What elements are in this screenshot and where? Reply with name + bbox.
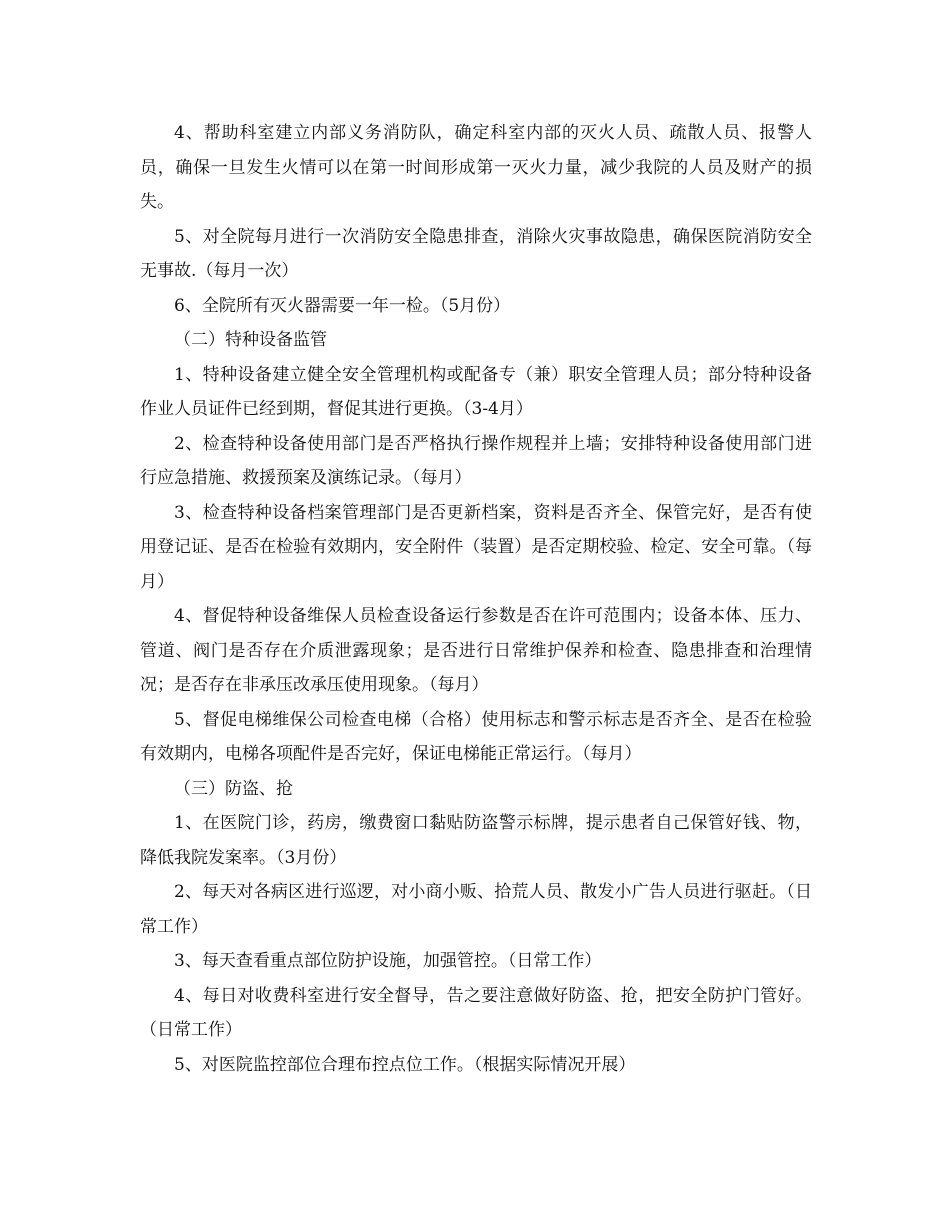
paragraph-elevator-check: 5、督促电梯维保公司检查电梯（合格）使用标志和警示标志是否齐全、是否在检验有效期内，电梯各项配件是否完好，保证电梯能正常运行。（每月） xyxy=(140,709,812,764)
paragraph-cashier-supervision: 4、每日对收费科室进行安全督导，告之要注意做好防盗、抢，把安全防护门管好。（日常工作） xyxy=(140,985,812,1040)
paragraph-ward-patrol: 2、每天对各病区进行巡逻，对小商小贩、拾荒人员、散发小广告人员进行驱赶。（日常工作） xyxy=(140,882,812,937)
paragraph-operation-rules: 2、检查特种设备使用部门是否严格执行操作规程并上墙；安排特种设备使用部门进行应急措施、救援预案及演练记录。（每月） xyxy=(140,433,812,488)
paragraph-maintenance-check: 4、督促特种设备维保人员检查设备运行参数是否在许可范围内；设备本体、压力、管道、阀门是否存在介质泄露现象；是否进行日常维护保养和检查、隐患排查和治理情况；是否存在非承压改承压使用现象。（每月） xyxy=(140,606,812,695)
section-heading-special-equipment: （二）特种设备监管 xyxy=(174,330,327,350)
paragraph-equipment-archives: 3、检查特种设备档案管理部门是否更新档案，资料是否齐全、保管完好，是否有使用登记证、是否在检验有效期内，安全附件（装置）是否定期校验、检定、安全可靠。（每月） xyxy=(140,502,812,592)
paragraph-monitoring-layout: 5、对医院监控部位合理布控点位工作。（根据实际情况开展） xyxy=(174,1054,636,1075)
document-body xyxy=(140,116,812,1082)
section-heading-anti-theft: （三）防盗、抢 xyxy=(174,778,293,799)
paragraph-key-areas: 3、每天查看重点部位防护设施，加强管控。（日常工作） xyxy=(174,951,602,971)
paragraph-fire-team: 4、帮助科室建立内部义务消防队，确定科室内部的灭火人员、疏散人员、报警人员，确保一旦发生火情可以在第一时间形成第一灭火力量，减少我院的人员及财产的损失。 xyxy=(140,123,812,212)
paragraph-extinguisher-check: 6、全院所有灭火器需要一年一检。（5月份） xyxy=(174,295,511,316)
paragraph-equipment-management: 1、特种设备建立健全安全管理机构或配备专（兼）职安全管理人员；部分特种设备作业人员证件已经到期，督促其进行更换。（3-4月） xyxy=(140,364,812,419)
paragraph-warning-signs: 1、在医院门诊，药房，缴费窗口黏贴防盗警示标牌，提示患者自己保管好钱、物，降低我院发案率。（3月份） xyxy=(140,813,812,868)
paragraph-fire-inspection: 5、对全院每月进行一次消防安全隐患排查，消除火灾事故隐患，确保医院消防安全无事故.（每月一次） xyxy=(140,226,812,281)
